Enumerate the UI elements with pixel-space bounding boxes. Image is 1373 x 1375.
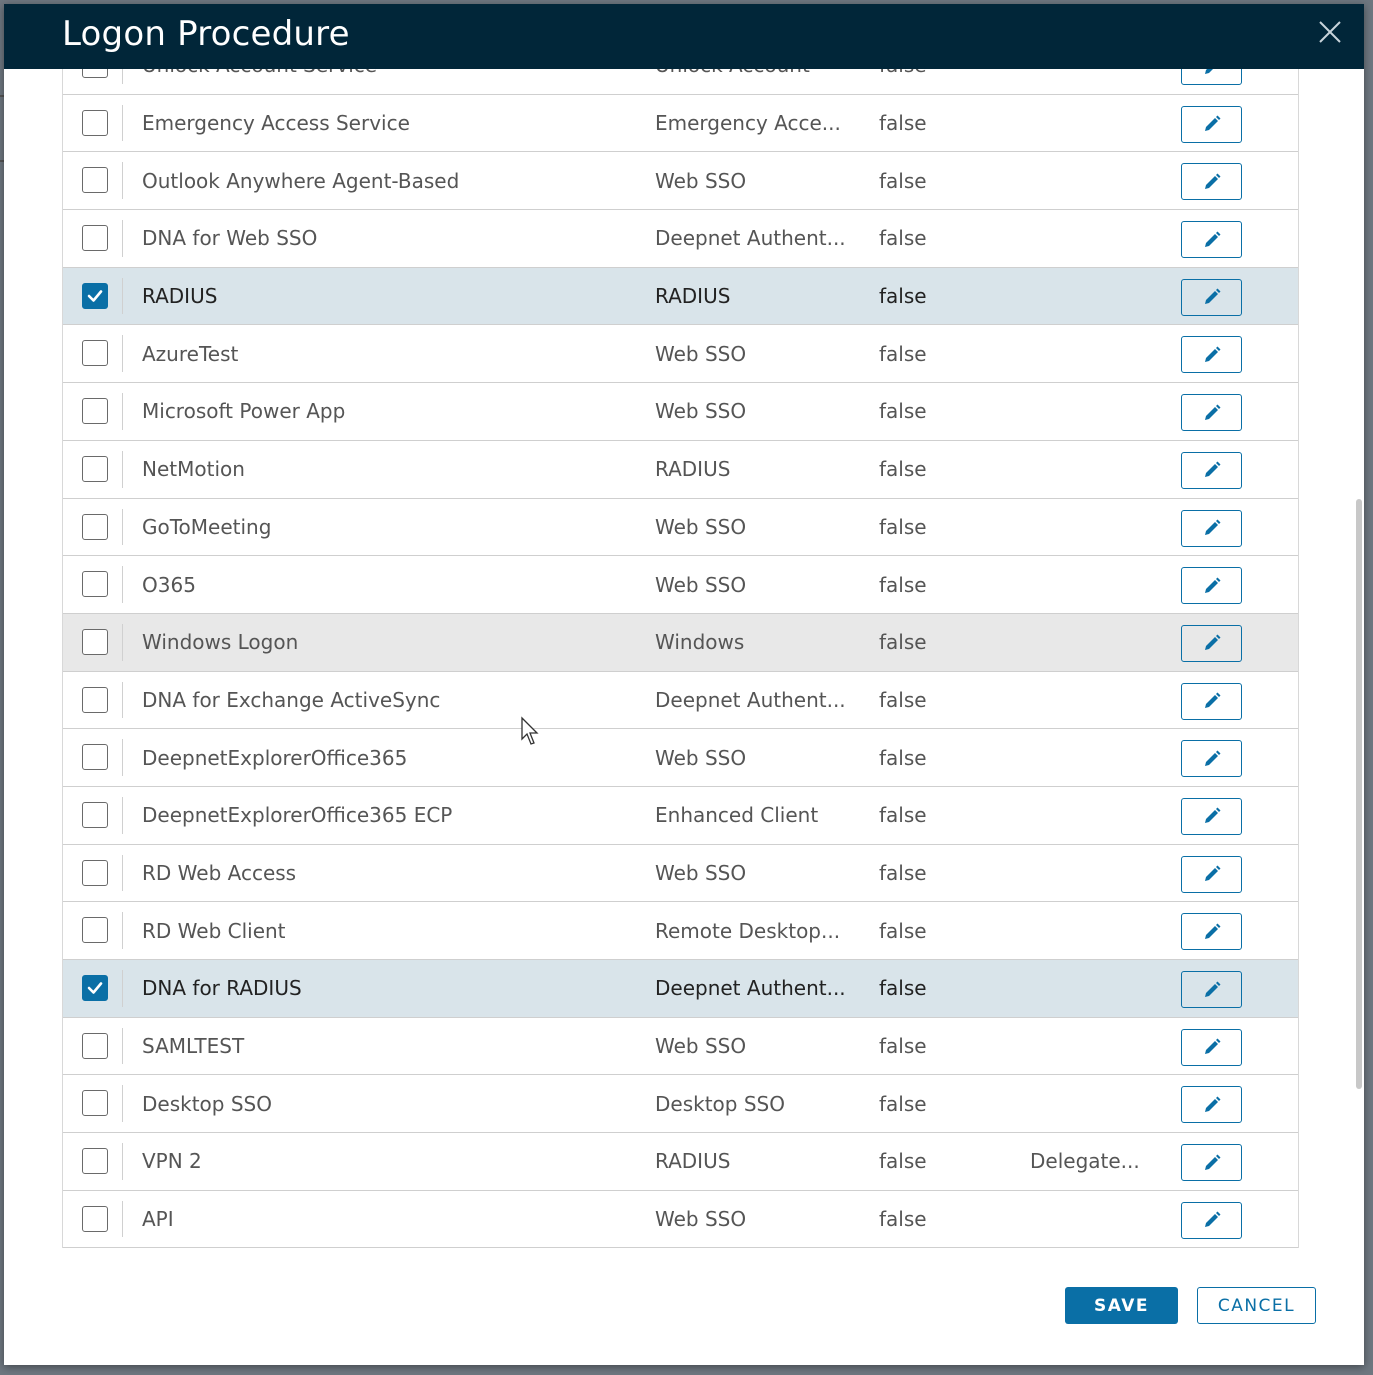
- procedure-name: VPN 2: [142, 1149, 202, 1174]
- procedure-name: Microsoft Power App: [142, 399, 346, 424]
- procedure-extra: [1030, 614, 1180, 671]
- procedure-flag: false: [879, 168, 927, 193]
- checkbox-cell: [63, 1028, 123, 1065]
- checkbox-cell: [63, 1143, 123, 1180]
- table-row[interactable]: [63, 268, 1298, 326]
- procedure-name: API: [142, 1207, 174, 1232]
- procedure-type: RADIUS: [655, 1149, 731, 1174]
- row-checkbox[interactable]: [82, 283, 108, 309]
- procedure-flag: false: [879, 687, 927, 712]
- procedure-flag: false: [879, 399, 927, 424]
- edit-button[interactable]: [1181, 1086, 1242, 1123]
- checkmark-icon: [86, 287, 104, 305]
- procedure-extra: [1030, 902, 1180, 959]
- pencil-icon: [1202, 864, 1222, 884]
- edit-button[interactable]: [1181, 740, 1242, 777]
- pencil-icon: [1202, 518, 1222, 538]
- procedure-name: NetMotion: [142, 457, 245, 482]
- procedure-type: Deepnet Authent...: [655, 226, 846, 251]
- procedure-name: DeepnetExplorerOffice365 ECP: [142, 803, 453, 828]
- procedure-name: Desktop SSO: [142, 1091, 272, 1116]
- modal-title: Logon Procedure: [62, 14, 350, 54]
- edit-button[interactable]: [1181, 1029, 1242, 1066]
- table-row[interactable]: [63, 556, 1298, 614]
- row-checkbox[interactable]: [82, 802, 108, 828]
- procedure-flag: false: [879, 111, 927, 136]
- checkmark-icon: [86, 979, 104, 997]
- procedure-extra: [1030, 1191, 1180, 1248]
- row-checkbox[interactable]: [82, 744, 108, 770]
- procedure-name: GoToMeeting: [142, 514, 272, 539]
- save-button[interactable]: SAVE: [1065, 1287, 1178, 1324]
- checkbox-cell: [63, 105, 123, 142]
- row-checkbox[interactable]: [82, 1033, 108, 1059]
- checkbox-cell: [63, 162, 123, 199]
- procedure-extra: [1030, 499, 1180, 556]
- procedure-flag: false: [879, 630, 927, 655]
- procedure-flag: false: [879, 572, 927, 597]
- row-checkbox[interactable]: [82, 398, 108, 424]
- table-row[interactable]: [63, 787, 1298, 845]
- procedure-type: Web SSO: [655, 745, 747, 770]
- row-checkbox[interactable]: [82, 1090, 108, 1116]
- procedure-type: Deepnet Authent...: [655, 687, 846, 712]
- checkbox-cell: [63, 1085, 123, 1122]
- procedure-flag: false: [879, 803, 927, 828]
- edit-button[interactable]: [1181, 452, 1242, 489]
- pencil-icon: [1202, 1037, 1222, 1057]
- procedure-flag: false: [879, 860, 927, 885]
- procedure-type: Web SSO: [655, 860, 747, 885]
- table-row[interactable]: [63, 845, 1298, 903]
- modal-footer: [4, 1259, 1364, 1365]
- checkbox-cell: [63, 451, 123, 488]
- table-row[interactable]: [63, 1191, 1298, 1249]
- pencil-icon: [1202, 691, 1222, 711]
- pencil-icon: [1202, 460, 1222, 480]
- pencil-icon: [1202, 749, 1222, 769]
- edit-button[interactable]: [1181, 798, 1242, 835]
- procedure-flag: false: [879, 1207, 927, 1232]
- procedure-type: Windows: [655, 630, 745, 655]
- edit-button[interactable]: [1181, 1202, 1242, 1239]
- close-icon: [1316, 18, 1344, 46]
- table-row[interactable]: [63, 729, 1298, 787]
- vertical-scrollbar[interactable]: [1356, 499, 1362, 1089]
- procedure-flag: false: [879, 976, 927, 1001]
- table-row[interactable]: [63, 383, 1298, 441]
- row-checkbox[interactable]: [82, 225, 108, 251]
- pencil-icon: [1202, 1095, 1222, 1115]
- edit-button[interactable]: [1181, 279, 1242, 316]
- pencil-icon: [1202, 172, 1222, 192]
- row-checkbox[interactable]: [82, 571, 108, 597]
- procedure-extra: [1030, 268, 1180, 325]
- pencil-icon: [1202, 1210, 1222, 1230]
- procedure-extra: [1030, 960, 1180, 1017]
- checkbox-cell: [63, 682, 123, 719]
- modal-body[interactable]: [4, 69, 1364, 1259]
- procedure-extra: [1030, 729, 1180, 786]
- pencil-icon: [1202, 806, 1222, 826]
- procedure-name: O365: [142, 572, 196, 597]
- row-checkbox[interactable]: [82, 917, 108, 943]
- edit-button[interactable]: [1181, 106, 1242, 143]
- checkbox-cell: [63, 1201, 123, 1238]
- procedure-name: RD Web Access: [142, 860, 297, 885]
- row-checkbox[interactable]: [82, 629, 108, 655]
- procedure-type: Web SSO: [655, 168, 747, 193]
- procedure-name: DNA for Web SSO: [142, 226, 318, 251]
- logon-procedure-grid: [62, 37, 1299, 1248]
- checkbox-cell: [63, 393, 123, 430]
- procedure-flag: false: [879, 284, 927, 309]
- procedure-name: DNA for Exchange ActiveSync: [142, 687, 441, 712]
- row-checkbox[interactable]: [82, 167, 108, 193]
- row-checkbox[interactable]: [82, 340, 108, 366]
- table-row[interactable]: [63, 902, 1298, 960]
- table-row[interactable]: [63, 960, 1298, 1018]
- procedure-type: RADIUS: [655, 457, 731, 482]
- table-row[interactable]: [63, 672, 1298, 730]
- row-checkbox[interactable]: [82, 687, 108, 713]
- pencil-icon: [1202, 922, 1222, 942]
- edit-button[interactable]: [1181, 221, 1242, 258]
- procedure-extra: [1030, 787, 1180, 844]
- pencil-icon: [1202, 576, 1222, 596]
- edit-button[interactable]: [1181, 625, 1242, 662]
- pencil-icon: [1202, 345, 1222, 365]
- pencil-icon: [1202, 403, 1222, 423]
- procedure-extra: [1030, 210, 1180, 267]
- procedure-type: Web SSO: [655, 341, 747, 366]
- procedure-type: Desktop SSO: [655, 1091, 785, 1116]
- pencil-icon: [1202, 287, 1222, 307]
- procedure-flag: false: [879, 1091, 927, 1116]
- procedure-name: Windows Logon: [142, 630, 299, 655]
- procedure-type: Enhanced Client: [655, 803, 819, 828]
- modal-header: [4, 4, 1364, 69]
- procedure-extra: [1030, 325, 1180, 382]
- pencil-icon: [1202, 230, 1222, 250]
- procedure-name: Outlook Anywhere Agent-Based: [142, 168, 460, 193]
- procedure-type: Remote Desktop...: [655, 918, 841, 943]
- procedure-extra: [1030, 152, 1180, 209]
- row-checkbox[interactable]: [82, 456, 108, 482]
- procedure-type: Deepnet Authent...: [655, 976, 846, 1001]
- pencil-icon: [1202, 1153, 1222, 1173]
- checkbox-cell: [63, 335, 123, 372]
- procedure-name: Emergency Access Service: [142, 111, 410, 136]
- checkbox-cell: [63, 970, 123, 1007]
- close-button[interactable]: [1316, 18, 1344, 46]
- procedure-type: Web SSO: [655, 1207, 747, 1232]
- procedure-name: AzureTest: [142, 341, 239, 366]
- table-row[interactable]: [63, 614, 1298, 672]
- procedure-extra: [1030, 95, 1180, 152]
- procedure-name: SAMLTEST: [142, 1034, 245, 1059]
- procedure-name: RADIUS: [142, 284, 218, 309]
- procedure-type: Web SSO: [655, 572, 747, 597]
- procedure-extra: [1030, 1018, 1180, 1075]
- edit-button[interactable]: [1181, 163, 1242, 200]
- checkbox-cell: [63, 220, 123, 257]
- row-checkbox[interactable]: [82, 110, 108, 136]
- row-checkbox[interactable]: [82, 514, 108, 540]
- procedure-type: Emergency Acce...: [655, 111, 841, 136]
- logon-procedure-modal: [4, 4, 1364, 1365]
- table-row[interactable]: [63, 1018, 1298, 1076]
- table-row[interactable]: [63, 152, 1298, 210]
- row-checkbox[interactable]: [82, 1206, 108, 1232]
- table-row[interactable]: [63, 441, 1298, 499]
- cancel-button[interactable]: CANCEL: [1197, 1287, 1316, 1324]
- procedure-extra: [1030, 556, 1180, 613]
- pencil-icon: [1202, 633, 1222, 653]
- procedure-flag: false: [879, 514, 927, 539]
- procedure-type: Web SSO: [655, 514, 747, 539]
- checkbox-cell: [63, 855, 123, 892]
- checkbox-cell: [63, 566, 123, 603]
- checkbox-cell: [63, 509, 123, 546]
- table-row[interactable]: [63, 210, 1298, 268]
- edit-button[interactable]: [1181, 567, 1242, 604]
- edit-button[interactable]: [1181, 1144, 1242, 1181]
- checkbox-cell: [63, 739, 123, 776]
- edit-button[interactable]: [1181, 394, 1242, 431]
- procedure-flag: false: [879, 918, 927, 943]
- table-row[interactable]: [63, 325, 1298, 383]
- edit-button[interactable]: [1181, 336, 1242, 373]
- table-row[interactable]: [63, 95, 1298, 153]
- pencil-icon: [1202, 980, 1222, 1000]
- mouse-pointer-icon: [520, 717, 542, 747]
- row-checkbox[interactable]: [82, 975, 108, 1001]
- procedure-name: RD Web Client: [142, 918, 286, 943]
- procedure-flag: false: [879, 341, 927, 366]
- procedure-extra: [1030, 1075, 1180, 1132]
- edit-button[interactable]: [1181, 971, 1242, 1008]
- procedure-extra: [1030, 383, 1180, 440]
- edit-button[interactable]: [1181, 510, 1242, 547]
- procedure-flag: false: [879, 1034, 927, 1059]
- table-row[interactable]: [63, 499, 1298, 557]
- checkbox-cell: [63, 278, 123, 315]
- procedure-flag: false: [879, 745, 927, 770]
- table-row[interactable]: [63, 1133, 1298, 1191]
- procedure-name: DNA for RADIUS: [142, 976, 302, 1001]
- procedure-extra: [1030, 672, 1180, 729]
- procedure-flag: false: [879, 1149, 927, 1174]
- table-row[interactable]: [63, 1075, 1298, 1133]
- edit-button[interactable]: [1181, 913, 1242, 950]
- edit-button[interactable]: [1181, 856, 1242, 893]
- checkbox-cell: [63, 797, 123, 834]
- row-checkbox[interactable]: [82, 860, 108, 886]
- procedure-flag: false: [879, 457, 927, 482]
- procedure-flag: false: [879, 226, 927, 251]
- procedure-extra: [1030, 441, 1180, 498]
- procedure-type: RADIUS: [655, 284, 731, 309]
- pencil-icon: [1202, 114, 1222, 134]
- procedure-extra: Delegate...: [1030, 1149, 1140, 1174]
- procedure-type: Web SSO: [655, 1034, 747, 1059]
- procedure-extra: [1030, 845, 1180, 902]
- procedure-name: DeepnetExplorerOffice365: [142, 745, 408, 770]
- checkbox-cell: [63, 624, 123, 661]
- checkbox-cell: [63, 912, 123, 949]
- procedure-type: Web SSO: [655, 399, 747, 424]
- row-checkbox[interactable]: [82, 1148, 108, 1174]
- edit-button[interactable]: [1181, 683, 1242, 720]
